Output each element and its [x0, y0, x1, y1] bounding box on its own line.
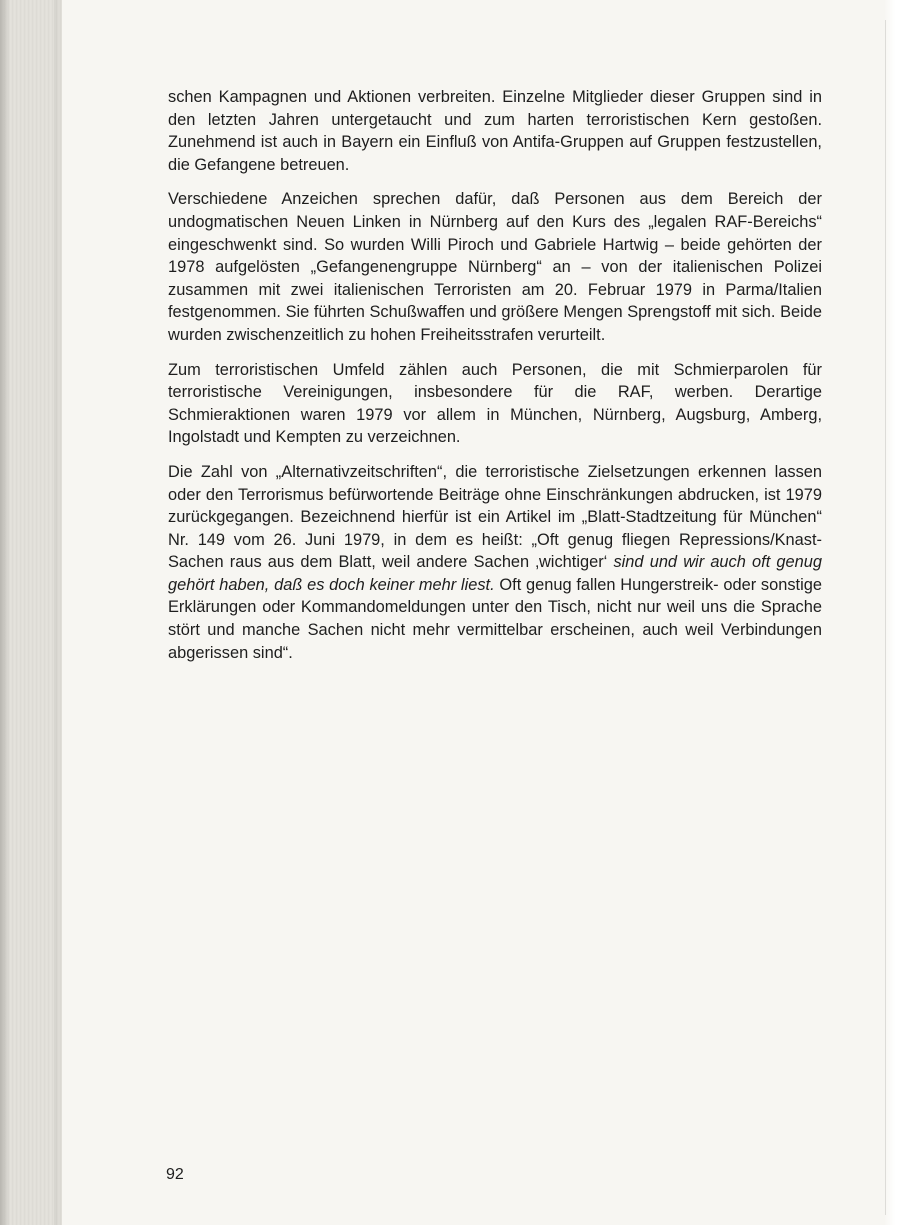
body-text [168, 86, 822, 676]
paragraph-1-text: schen Kampagnen und Aktionen verbreiten. Einzelne Mitglieder dieser Gruppen sind in den letzten Jahren untergetaucht und zum harten terroristischen Kern gestoßen. Zunehmend ist auch in Bayern ein Einfluß von Antifa-Gruppen auf Gruppen festzustellen, die Gefangene betreuen. [168, 88, 822, 174]
paragraph-4-text-end: Oft genug fallen Hungerstreik- oder sonstige Erklärungen oder Kommandomeldungen unter den Tisch, nicht nur weil uns die Sprache stört und manche Sachen nicht mehr vermittelbar erscheinen, auch weil Verbindungen abgerissen sind“. [168, 575, 822, 662]
paragraph-3-text: Zum terroristischen Umfeld zählen auch Personen, die mit Schmierparolen für terroristische Vereinigungen, insbesondere für die RAF, werben. Derartige Schmieraktionen waren 1979 vor allem in München, Nürnberg, Augsburg, Amberg, Ingolstadt und Kempten zu verzeichnen. [168, 360, 822, 447]
right-margin [884, 0, 900, 1225]
spine-shadow [0, 0, 10, 1225]
paragraph-2 [168, 188, 822, 346]
paragraph-4 [168, 461, 822, 664]
paragraph-3 [168, 359, 822, 449]
paragraph-1 [168, 86, 822, 176]
paragraph-2-text: Verschiedene Anzeichen sprechen dafür, daß Personen aus dem Bereich der undogmatischen Neuen Linken in Nürnberg auf den Kurs des „legalen RAF-Bereichs“ eingeschwenkt sind. So wurden Willi Piroch und Gabriele Hartwig – beide gehörten der 1978 aufgelösten „Gefangenengruppe Nürnberg“ an – von der italienischen Polizei zusammen mit zwei italienischen Terroristen am 20. Februar 1979 in Parma/Italien festgenommen. Sie führten Schußwaffen und größere Mengen Sprengstoff mit sich. Beide wurden zwischenzeitlich zu hohen Freiheitsstrafen verurteilt. [168, 190, 822, 344]
page-number: 92 [166, 1166, 184, 1183]
paragraph-4-text-start: Die Zahl von „Alternativzeitschriften“, die terroristische Zielsetzungen erkennen lassen oder den Terrorismus befürwortende Beiträge ohne Einschränkungen abdrucken, ist 1979 zurückgegangen. Bezeichnend hierfür ist ein Artikel im „Blatt-Stadtzeitung für München“ Nr. 149 vom 26. Juni 1979, in dem es heißt: „Oft genug fliegen Repressions/Knast-Sachen raus aus dem Blatt, weil andere Sachen ‚wichtiger‘ [168, 462, 822, 572]
paragraph-4-quote-italic: sind und wir auch oft genug gehört haben, daß es doch keiner mehr liest. [168, 553, 822, 594]
